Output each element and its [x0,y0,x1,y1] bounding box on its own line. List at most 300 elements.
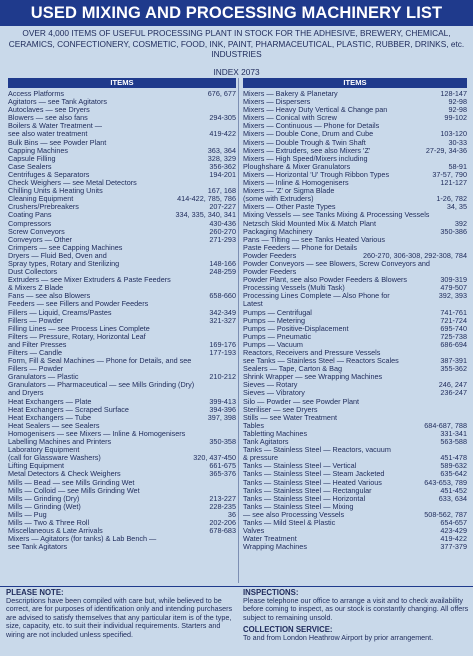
index-entry [243,454,467,462]
index-entry [8,244,236,252]
index-entry [243,389,467,397]
collection-service-heading: COLLECTION SERVICE: [243,625,333,635]
index-entry [8,365,236,373]
index-entry-item-numbers: 236-247 [440,389,467,398]
index-entry-label: Conveyors — Other [8,235,73,244]
index-entry-label: Mixers — Conical with Screw [243,114,337,123]
index-entry-item-numbers: 399-413 [209,397,236,406]
index-entry-label: Dust Collectors [8,268,58,277]
index-label: INDEX 2073 [213,67,260,77]
index-entry [8,454,236,462]
index-entry-item-numbers: 271-293 [209,235,236,244]
index-entry-label: Agitators — see Tank Agitators [8,98,108,107]
index-entry-item-numbers: 294-305 [209,114,236,123]
index-entry [243,122,467,130]
index-entry-item-numbers: 414-422, 785, 786 [177,195,236,204]
index-entry-item-numbers: 377-379 [440,543,467,552]
index-entry [8,381,236,389]
index-entry [8,163,236,171]
index-entry [8,479,236,487]
index-entry-item-numbers: 451-478 [440,454,467,463]
index-entry [243,228,467,236]
index-entry-label: Granulators — Plastic [8,373,79,382]
index-entry [8,203,236,211]
index-entry-label: Dryers — Fluid Bed, Oven and [8,251,107,260]
index-entry-item-numbers: 1-26, 782 [436,195,467,204]
index-entry-item-numbers: 92-98 [448,98,467,107]
index-entry-label: Miscellaneous & Late Arrivals [8,527,103,536]
index-entry-label: Sealers — Tape, Carton & Bag [243,365,343,374]
index-entry [243,357,467,365]
index-entry [243,365,467,373]
index-entry-label: Mixers — Double Cone, Drum and Cube [243,130,374,139]
index-entry [8,430,236,438]
index-entry [243,503,467,511]
right-column-header: ITEMS [243,78,467,88]
index-entry-item-numbers: 328, 329 [207,154,236,163]
index-entry-item-numbers: 36 [227,510,236,519]
index-entry [8,236,236,244]
index-entry [243,519,467,527]
index-entry [243,381,467,389]
index-entry [8,220,236,228]
index-entry [8,260,236,268]
index-entry [243,535,467,543]
index-entry-item-numbers: 394-396 [209,405,236,414]
index-entry-label: Fans — see also Blowers [8,292,91,301]
index-entry-label: Shrink Wrapper — see Wrapping Machines [243,373,383,382]
index-entry-item-numbers: 260-270 [209,227,236,236]
index-entry [8,122,236,130]
index-entry [8,139,236,147]
index-entry-label: Pumps — Vacuum [243,340,303,349]
index-entry-label: Sieves — Vibratory [243,389,305,398]
index-entry-item-numbers: 342-349 [209,308,236,317]
inspections-text: Please telephone our office to arrange a visit and to check availability before coming to inspect, as our stock is constantly changing. All offers subject to remaining unsold. [243,596,469,622]
index-entry [243,317,467,325]
index-entry-label: Water Treatment [243,535,297,544]
index-entry-label: Heat Exchangers — Scraped Surface [8,405,129,414]
index-entry [8,130,236,138]
index-entry [8,357,236,365]
index-entry-item-numbers: 213-227 [209,494,236,503]
index-entry-item-numbers: 387-391 [440,357,467,366]
index-entry [243,147,467,155]
index-entry [8,438,236,446]
index-entry [243,527,467,535]
index-entry-item-numbers: 99-102 [444,114,467,123]
index-entry [8,171,236,179]
index-entry [8,414,236,422]
index-entry-label: Metal Detectors & Check Weighers [8,470,121,479]
index-entry [243,163,467,171]
index-entry [243,211,467,219]
index-entry [8,495,236,503]
index-entry-label: Tanks — Stainless Steel — Reactors, vacuum [243,446,391,455]
index-entry [8,211,236,219]
index-entry [8,252,236,260]
index-entry [243,325,467,333]
index-entry [243,179,467,187]
please-note-heading: PLEASE NOTE: [6,588,64,597]
index-entry-label: Pans — Tilting — see Tanks Heated Various [243,235,385,244]
index-entry [8,292,236,300]
index-entry-label: Tables [243,421,264,430]
index-entry-label: Powder Plant, see also Powder Feeders & Blowers [243,276,408,285]
index-entry [8,179,236,187]
index-entry-item-numbers: 121-127 [440,179,467,188]
index-entry [243,487,467,495]
index-entry-label: Tanks — Stainless Steel — Vertical [243,462,357,471]
index-entry-label: Silo — Powder — see Powder Plant [243,397,360,406]
column-divider [238,78,239,583]
index-entry-item-numbers: 661-675 [209,462,236,471]
index-entry-label: see also water treatment [8,130,88,139]
index-entry-label: Mixers — Continuous — Phone for Details [243,122,380,131]
index-entry-label: Processing Lines Complete — Also Phone for [243,292,390,301]
index-entry-label: Laboratory Equipment [8,446,80,455]
index-entry [8,114,236,122]
index-entry-label: (some with Extruders) [243,195,314,204]
index-entry-label: Mills — Colloid — see Mills Grinding Wet [8,486,140,495]
index-entry [8,406,236,414]
index-entry [8,333,236,341]
index-entry-label: Steriliser — see Dryers [243,405,318,414]
index-entry-item-numbers: 741-761 [440,308,467,317]
index-entry-label: Mixers — Dispersers [243,98,311,107]
index-entry-label: Heat Exchangers — Plate [8,397,92,406]
index-entry-item-numbers: 202-206 [209,518,236,527]
index-entry [243,244,467,252]
index-entry-item-numbers: 320, 437-450 [193,454,236,463]
index-entry-label: Mixers — Agitators (for tanks) & Lab Bench — [8,535,157,544]
index-entry-label: Cleaning Equipment [8,195,74,204]
index-entry-item-numbers: 643-653, 789 [424,478,467,487]
index-entry [8,195,236,203]
index-entry [8,341,236,349]
index-entry-label: Mixers — Other Paste Types [243,203,336,212]
index-entry [243,511,467,519]
index-entry-label: Check Weighers — see Metal Detectors [8,179,137,188]
index-entry-label: Mixers — High Speed/Mixers including [243,154,368,163]
index-entry [8,284,236,292]
index-entry-item-numbers: 321-327 [209,316,236,325]
index-entry-item-numbers: 128-147 [440,90,467,98]
index-entry-item-numbers: 167, 168 [207,187,236,196]
index-entry-label: Extruders — see Mixer Extruders & Paste Feeders [8,276,171,285]
index-entry [8,155,236,163]
index-entry-label: Screw Conveyors [8,227,65,236]
index-entry-item-numbers: 654-657 [440,518,467,527]
index-entry [243,349,467,357]
index-entry-label: Mixers — Bakery & Planetary [243,90,338,98]
index-entry-label: Mills — Pug [8,510,47,519]
index-entry-label: Powder Conveyors — see Blowers, Screw Conveyors and [243,259,430,268]
index-entry [243,373,467,381]
index-entry-label: (call for Glassware Washers) [8,454,101,463]
index-entry-label: Granulators — Pharmaceutical — see Mills Grinding (Dry) [8,381,195,390]
index-entry [243,276,467,284]
index-entry-label: Valves [243,527,265,536]
index-entry [243,155,467,163]
index-entry [8,398,236,406]
index-entry-label: Mixers — Double Trough & Twin Shaft [243,138,366,147]
index-entry-label: Pumps — Centrifugal [243,308,312,317]
collection-service-text: To and from London Heathrow Airport by prior arrangement. [243,633,434,643]
index-entry-label: Feeders — see Fillers and Powder Feeders [8,300,149,309]
index-entry-label: Mixers — 'Z' or Sigma Blade [243,187,335,196]
index-entry-item-numbers: 678-683 [209,527,236,536]
index-entry-item-numbers: 148-166 [209,259,236,268]
index-entry-label: Tanks — Stainless Steel — Horizontal [243,494,366,503]
index-entry-item-numbers: 419-422 [209,130,236,139]
index-entry [8,147,236,155]
index-entry [243,333,467,341]
index-entry-label: Capsule Filling [8,154,56,163]
index-entry-label: Tank Agitators [243,438,289,447]
index-entry-item-numbers: 397, 398 [207,413,236,422]
index-entry [8,470,236,478]
index-entry-label: Bulk Bins — see Powder Plant [8,138,107,147]
index-entry-label: Powder Feeders [243,268,297,277]
index-entry [8,309,236,317]
index-entry-label: Stills — see Water Treatment [243,413,338,422]
index-entry [243,495,467,503]
inspections-section [243,588,469,643]
index-entry-label: Filters — Candle [8,349,62,357]
index-entry-label: Fillers — Liquid, Creams/Pastes [8,308,112,317]
index-entry-label: Mixers — Inline & Homogenisers [243,179,349,188]
index-entry-label: Form, Fill & Seal Machines — Phone for Details, and see [8,357,192,366]
index-entry-label: Filters — Pressure, Rotary, Horizontal Leaf [8,332,146,341]
index-entry-label: Coating Pans [8,211,52,220]
index-entry-item-numbers: 676, 677 [207,90,236,98]
index-entry-label: Centrifuges & Separators [8,170,90,179]
index-entry [243,292,467,300]
index-entry-label: Heat Sealers — see Sealers [8,421,100,430]
index-entry [243,300,467,308]
please-note-text: Descriptions have been compiled with care but, while believed to be correct, are for purposes of identification only and intending purchasers are advised to satisfy themselves that any particular item is of the type, size, capacity, etc. to suit their individual requirements. Starters and wiring are not included unless specified. [6,596,233,639]
index-entry-item-numbers: 92-98 [448,106,467,115]
index-entry-label: Ploughshare & Mixer Granulators [243,162,351,171]
index-entry-label: Spray types, Rotary and Sterilizing [8,259,120,268]
index-entry-label: — see also Processing Vessels [243,510,345,519]
index-entry [243,260,467,268]
index-entry [243,446,467,454]
index-entry-item-numbers: 365-376 [209,470,236,479]
index-entry-label: Wrapping Machines [243,543,307,552]
index-entry-label: Processing Vessels (Multi Task) [243,284,345,293]
index-entry [243,98,467,106]
index-entry-item-numbers: 194-201 [209,170,236,179]
index-entry-item-numbers: 633, 634 [438,494,467,503]
index-entry-label: Crushers/Prebreakers [8,203,79,212]
index-entry [243,414,467,422]
page-title: USED MIXING AND PROCESSING MACHINERY LIST [0,0,473,26]
index-entry-item-numbers: 355-362 [440,365,467,374]
left-column-header: ITEMS [8,78,236,88]
index-entry-label: Mills — Bead — see Mills Grinding Wet [8,478,135,487]
index-entry-item-numbers: 260-270, 306-308, 292-308, 784 [362,251,467,260]
index-entry [243,479,467,487]
index-entry [243,195,467,203]
index-entry-item-numbers: 684-687, 788 [424,421,467,430]
index-entry-item-numbers: 34, 35 [446,203,467,212]
index-entry-item-numbers: 423-429 [440,527,467,536]
right-index-list [243,90,467,551]
index-entry-label: Tanks — Mild Steel & Plastic [243,518,336,527]
index-entry-item-numbers: 392 [454,219,467,228]
index-entry [243,398,467,406]
index-entry [8,543,236,551]
index-entry-item-numbers: 177-193 [209,349,236,357]
index-entry-label: Tabletting Machines [243,429,308,438]
footer-divider [0,586,473,587]
index-entry-item-numbers: 721-724 [440,316,467,325]
index-entry-label: & Mixers Z Blade [8,284,64,293]
index-entry-label: Tanks — Stainless Steel — Rectangular [243,486,372,495]
index-entry-label: Netzsch Skid Mounted Mix & Match Plant [243,219,376,228]
index-entry-item-numbers: 228-235 [209,502,236,511]
index-entry-item-numbers: 169-176 [209,340,236,349]
index-entry [8,511,236,519]
index-entry-label: Blowers — see also fans [8,114,88,123]
index-entry [8,519,236,527]
index-entry [8,187,236,195]
index-entry-item-numbers: 695-740 [440,324,467,333]
index-entry-item-numbers: 334, 335, 340, 341 [175,211,236,220]
index-entry-item-numbers: 686-694 [440,340,467,349]
index-entry-item-numbers: 635-642 [440,470,467,479]
index-entry [8,106,236,114]
index-entry-label: Tanks — Stainless Steel — Mixing [243,502,354,511]
index-entry [8,98,236,106]
index-entry [243,543,467,551]
index-entry-label: Sieves — Rotary [243,381,298,390]
index-entry [243,90,467,98]
index-entry-item-numbers: 309-319 [440,276,467,285]
index-entry [243,430,467,438]
index-entry [8,373,236,381]
index-entry-label: Capping Machines [8,146,69,155]
index-entry-label: Labelling Machines and Printers [8,438,112,447]
index-entry-item-numbers: 508-562, 787 [424,510,467,519]
index-entry-item-numbers: 27-29, 34-36 [425,146,467,155]
index-entry-item-numbers: 350-358 [209,438,236,447]
index-entry [243,106,467,114]
index-entry-label: Lifting Equipment [8,462,65,471]
index-entry-item-numbers: 331-341 [440,429,467,438]
index-entry [8,300,236,308]
index-entry [243,236,467,244]
index-entry-label: Boilers & Water Treatment — [8,122,103,131]
index-entry [243,462,467,470]
index-entry-label: Mills — Two & Three Roll [8,518,90,527]
index-entry-item-numbers: 103-120 [440,130,467,139]
index-entry [243,130,467,138]
index-entry-item-numbers: 37-57, 790 [432,170,467,179]
index-entry-label: Access Platforms [8,90,64,98]
index-entry-item-numbers: 210-212 [209,373,236,382]
index-entry-label: Reactors, Receivers and Pressure Vessels [243,349,381,357]
index-entry-label: Latest [243,300,263,309]
index-entry-label: Paste Feeders — Phone for Details [243,243,358,252]
index-entry [8,325,236,333]
index-entry [8,503,236,511]
index-entry-label: Crimpers — see Capping Machines [8,243,123,252]
index-entry-label: Powder Feeders [243,251,297,260]
index-entry [8,349,236,357]
index-entry-item-numbers: 248-259 [209,268,236,277]
index-entry [8,228,236,236]
index-entry-label: Filling Lines — see Process Lines Complete [8,324,150,333]
index-entry-label: Fillers — Powder [8,365,64,374]
index-entry-label: Pumps — Positive-Displacement [243,324,349,333]
index-entry [8,487,236,495]
index-entry [8,90,236,98]
index-entry [8,276,236,284]
index-entry-label: Pumps — Pneumatic [243,332,312,341]
index-entry [243,171,467,179]
index-entry-label: see Tanks — Stainless Steel — Reactors Scales [243,357,399,366]
index-entry-item-numbers: 658-660 [209,292,236,301]
index-entry-item-numbers: 430-436 [209,219,236,228]
index-entry-label: Mixing Vessels — see Tanks Mixing & Processing Vessels [243,211,430,220]
index-entry-label: Homogenisers — see Mixers — Inline & Homogenisers [8,429,186,438]
index-entry-item-numbers: 356-362 [209,162,236,171]
index-entry [243,406,467,414]
index-entry-item-numbers: 479-507 [440,284,467,293]
index-entry-label: Case Sealers [8,162,52,171]
index-entry-item-numbers: 451-452 [440,486,467,495]
index-entry [243,438,467,446]
index-entry-label: Compressors [8,219,52,228]
index-entry-label: Mixers — Horizontal 'U' Trough Ribbon Types [243,170,390,179]
index-entry-item-numbers: 207-227 [209,203,236,212]
index-entry-label: Mills — Grinding (Wet) [8,502,81,511]
index-entry-label: Packaging Machinery [243,227,313,236]
please-note-section [6,588,234,639]
index-entry-label: Heat Exchangers — Tube [8,413,92,422]
index-entry [8,389,236,397]
index-entry-label: Mixers — Extruders, see also Mixers 'Z' [243,146,371,155]
index-entry-label: Tanks — Stainless Steel — Heated Various [243,478,382,487]
index-entry-label: Mixers — Heavy Duty Vertical & Change pan [243,106,388,115]
index-entry-item-numbers: 725-738 [440,332,467,341]
index-entry [243,187,467,195]
index-entry [243,220,467,228]
index-entry-item-numbers: 363, 364 [207,146,236,155]
index-entry [243,341,467,349]
index-entry [243,114,467,122]
index-entry-label: and Dryers [8,389,44,398]
index-entry-item-numbers: 350-386 [440,227,467,236]
index-entry-label: Fillers — Powder [8,316,64,325]
index-entry-item-numbers: 246, 247 [438,381,467,390]
index-entry [243,284,467,292]
index-entry [8,422,236,430]
index-entry [243,470,467,478]
index-entry-label: Chilling Units & Heating Units [8,187,103,196]
index-entry-item-numbers: 419-422 [440,535,467,544]
index-entry [8,446,236,454]
index-entry [8,527,236,535]
index-entry-label: Pumps — Metering [243,316,306,325]
inspections-heading: INSPECTIONS: [243,588,299,597]
index-entry [243,139,467,147]
index-entry [243,309,467,317]
page-subtitle: OVER 4,000 ITEMS OF USEFUL PROCESSING PLANT IN STOCK FOR THE ADHESIVE, BREWERY, CHEMICAL, CERAMICS, CONFECTIONERY, COSMETIC, FOOD, INK, PAINT, PHARMACEUTICAL, PLASTIC, RUBBER, DRINKS, etc. INDUSTRIES [8,28,465,59]
